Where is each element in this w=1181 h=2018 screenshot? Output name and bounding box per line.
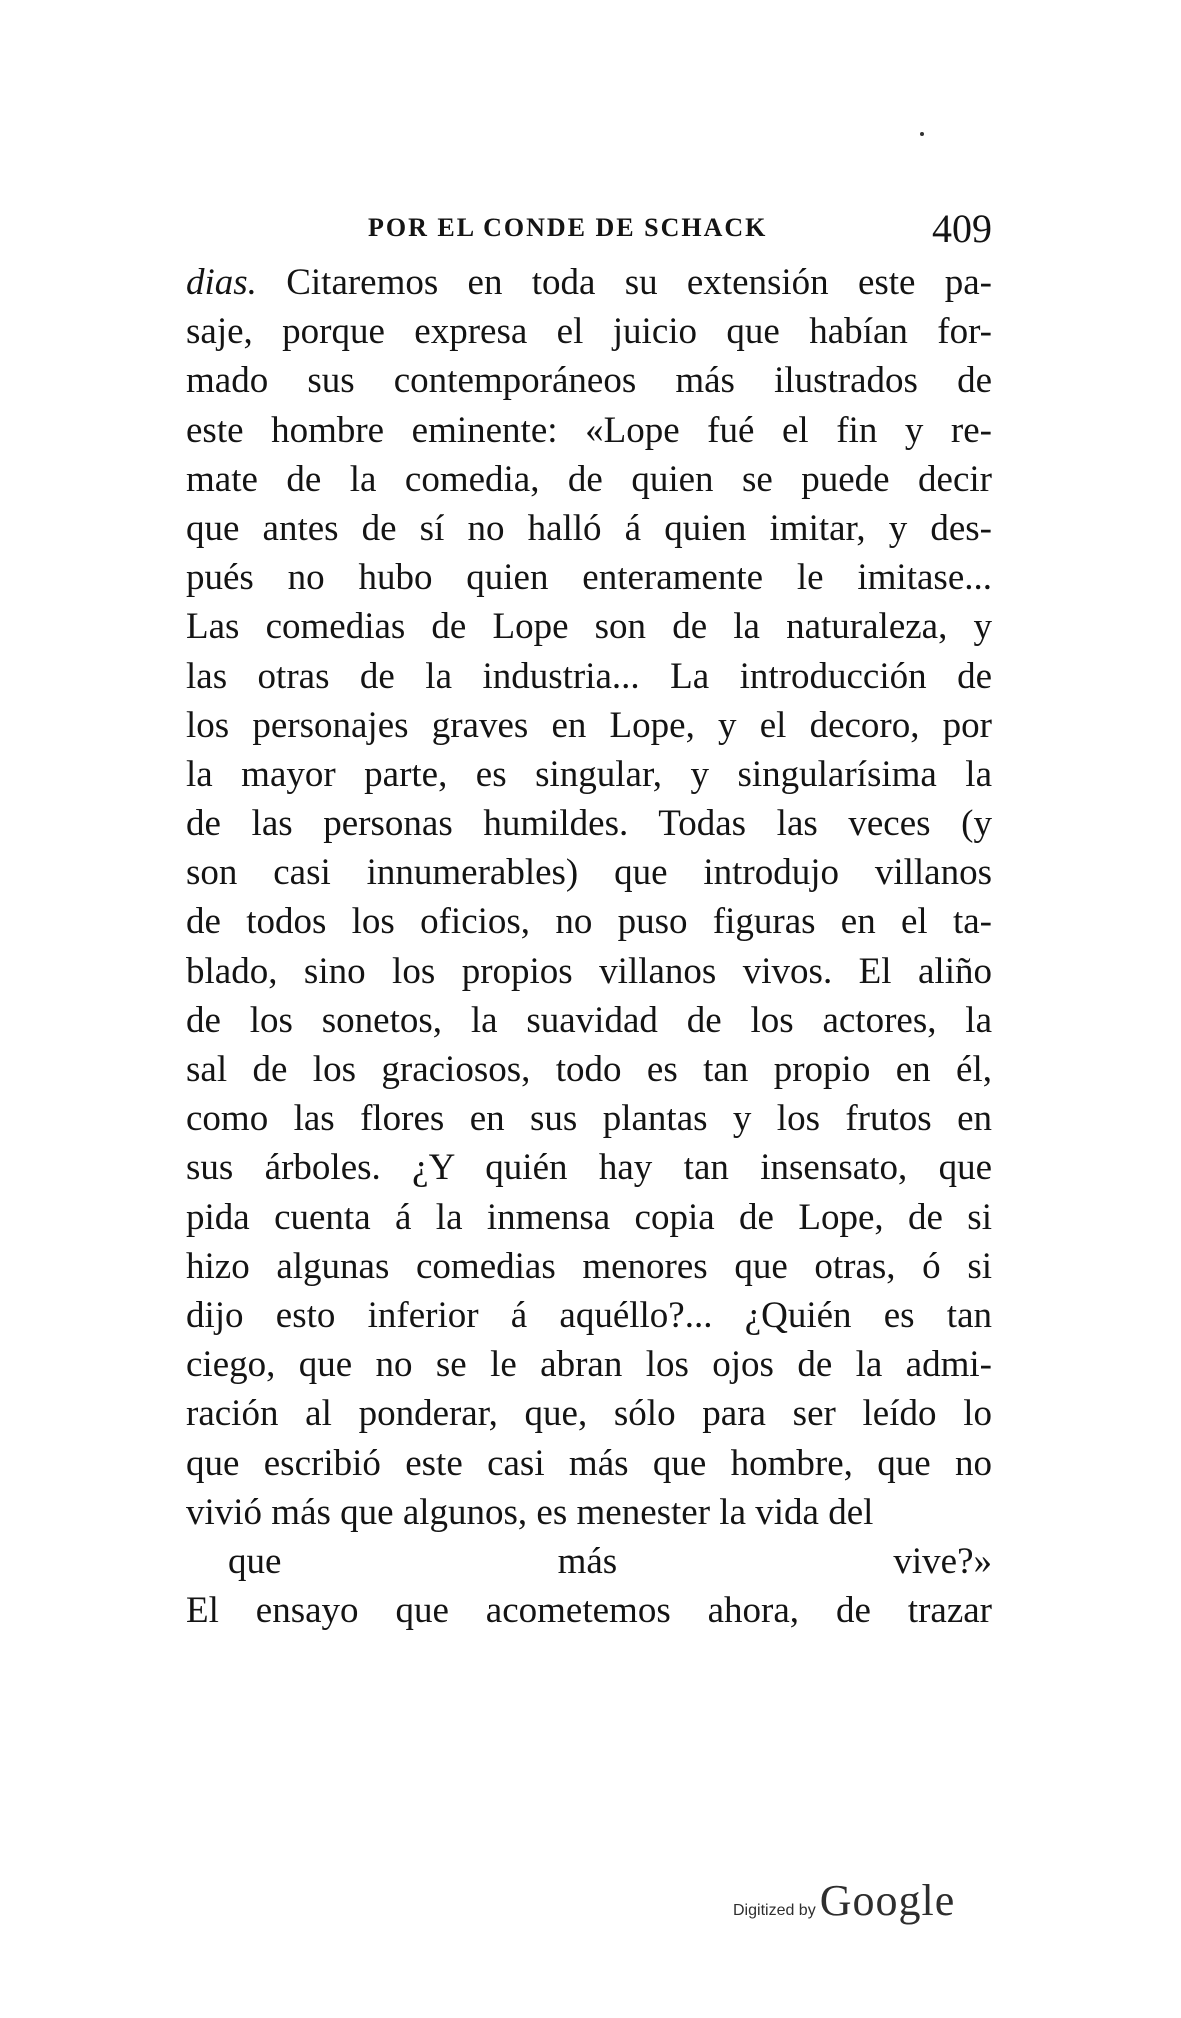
- text-line: sal de los graciosos, todo es tan propio en él,: [186, 1049, 992, 1090]
- page-number: 409: [932, 206, 992, 251]
- text-line: este hombre eminente: «Lope fué el fin y re-: [186, 409, 992, 451]
- text-line-rest: Citaremos en toda su extensión este pa-: [256, 262, 992, 303]
- text-line: blado, sino los propios villanos vivos. El aliño: [186, 950, 992, 992]
- text-line: que escribió este casi más que hombre, que no: [186, 1442, 992, 1484]
- text-line: pida cuenta á la inmensa copia de Lope, de si: [186, 1196, 992, 1238]
- page-header: [186, 205, 992, 255]
- ink-speck: [920, 132, 924, 136]
- text-line: de todos los oficios, no puso figuras en el ta-: [186, 901, 992, 943]
- text-line: de las personas humildes. Todas las veces (y: [186, 803, 992, 845]
- text-line: saje, porque expresa el juicio que habían for-: [186, 311, 992, 353]
- text-line: dijo esto inferior á aquéllo?... ¿Quién es tan: [186, 1294, 992, 1336]
- text-line: [186, 258, 992, 307]
- text-line: de los sonetos, la suavidad de los actores, la: [186, 999, 992, 1041]
- text-line: la mayor parte, es singular, y singularísima la: [186, 753, 992, 795]
- text-line: hizo algunas comedias menores que otras, ó si: [186, 1245, 992, 1287]
- paragraph-first-line: que más vive?»: [228, 1540, 992, 1582]
- italic-word: dias.: [186, 262, 257, 303]
- text-line: pués no hubo quien enteramente le imitase...: [186, 557, 992, 599]
- text-line: mado sus contemporáneos más ilustrados de: [186, 360, 992, 402]
- text-line: que antes de sí no halló á quien imitar, y des-: [186, 507, 992, 549]
- digitized-by-google-watermark: [733, 1875, 955, 1926]
- text-line: ciego, que no se le abran los ojos de la admi-: [186, 1344, 992, 1386]
- text-line: ración al ponderar, que, sólo para ser leído lo: [186, 1393, 992, 1435]
- text-line: los personajes graves en Lope, y el decoro, por: [186, 704, 992, 746]
- google-logo: Google: [819, 1876, 956, 1925]
- text-line: El ensayo que acometemos ahora, de trazar: [186, 1590, 992, 1632]
- text-line: mate de la comedia, de quien se puede decir: [186, 458, 992, 500]
- text-line: las otras de la industria... La introducción de: [186, 655, 992, 697]
- text-line: son casi innumerables) que introdujo villanos: [186, 852, 992, 894]
- text-line: sus árboles. ¿Y quién hay tan insensato, que: [186, 1147, 992, 1189]
- text-line: como las flores en sus plantas y los frutos en: [186, 1098, 992, 1140]
- body-text: [186, 258, 992, 1635]
- watermark-prefix: Digitized by: [733, 1902, 816, 1919]
- running-head: POR EL CONDE DE SCHACK: [368, 213, 768, 242]
- paragraph-last-line: vivió más que algunos, es menester la vida del: [186, 1491, 874, 1533]
- text-line: Las comedias de Lope son de la naturaleza, y: [186, 606, 992, 648]
